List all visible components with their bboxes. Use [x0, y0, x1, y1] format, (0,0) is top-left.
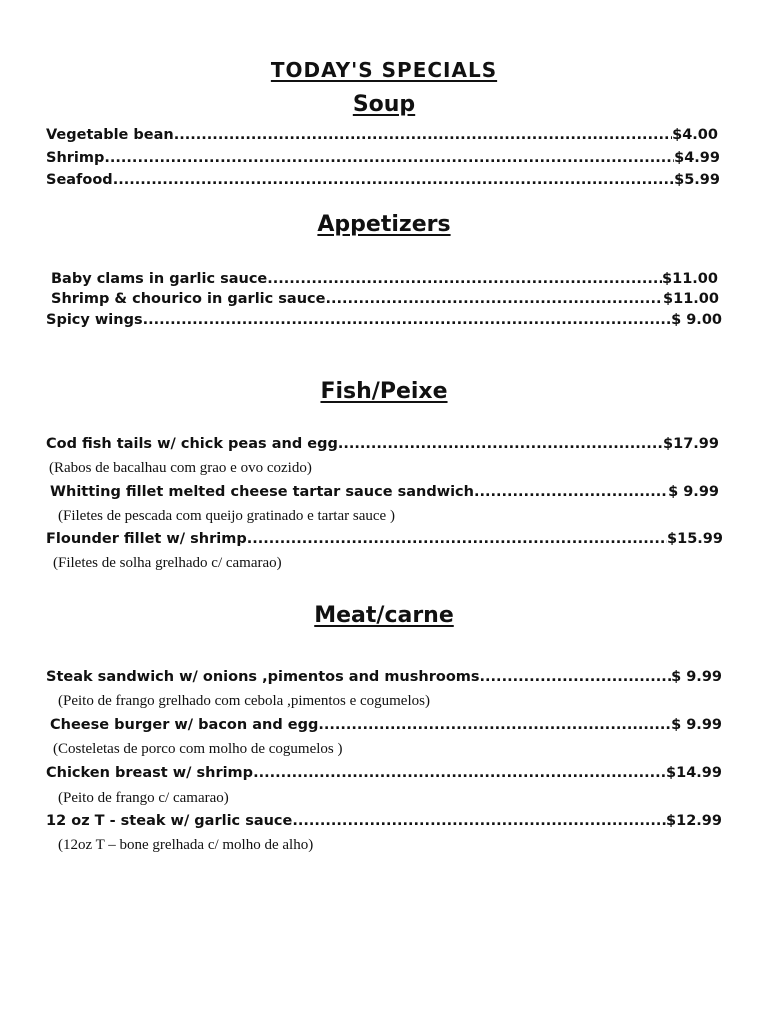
item-price: $ 9.99: [668, 484, 719, 500]
menu-item-chicken-breast: [46, 763, 722, 783]
menu-item-seafood-soup: [46, 170, 720, 190]
leader-dots: [267, 269, 662, 289]
item-name: Flounder fillet w/ shrimp: [46, 531, 247, 547]
item-translation: (Peito de frango c/ camarao): [58, 790, 229, 806]
fish-heading: Fish/Peixe: [320, 379, 448, 404]
menu-item-shrimp-chourico: [51, 289, 719, 309]
leader-dots: [338, 434, 663, 454]
meat-heading: Meat/carne: [314, 603, 454, 628]
item-price: $15.99: [667, 531, 723, 547]
menu-item-baby-clams: [51, 269, 718, 289]
leader-dots: [474, 482, 668, 502]
item-name: Vegetable bean: [46, 127, 174, 143]
item-price: $ 9.99: [671, 717, 722, 733]
menu-item-cheese-burger: [50, 715, 722, 735]
menu-item-spicy-wings: [46, 310, 722, 330]
item-name: Cod fish tails w/ chick peas and egg: [46, 436, 338, 452]
item-name: Cheese burger w/ bacon and egg: [50, 717, 319, 733]
item-price: $4.00: [672, 127, 718, 143]
leader-dots: [292, 811, 666, 831]
item-name: Steak sandwich w/ onions ,pimentos and mushrooms: [46, 669, 480, 685]
item-name: Baby clams in garlic sauce: [51, 271, 268, 287]
leader-dots: [113, 170, 674, 190]
item-price: $5.99: [674, 172, 720, 188]
item-translation: (Filetes de solha grelhado c/ camarao): [53, 555, 282, 571]
soup-heading: Soup: [352, 92, 416, 117]
leader-dots: [174, 125, 672, 145]
leader-dots: [247, 529, 667, 549]
item-price: $11.00: [662, 271, 718, 287]
leader-dots: [318, 715, 671, 735]
item-name: 12 oz T - steak w/ garlic sauce: [46, 813, 293, 829]
item-translation: (12oz T – bone grelhada c/ molho de alho): [58, 837, 314, 853]
menu-item-shrimp-soup: [46, 148, 720, 168]
item-name: Shrimp: [46, 150, 105, 166]
menu-title: TODAY'S SPECIALS: [270, 58, 498, 82]
item-name: Whitting fillet melted cheese tartar sauce sandwich: [50, 484, 474, 500]
leader-dots: [104, 148, 674, 168]
menu-item-vegetable-bean: [46, 125, 718, 145]
item-name: Shrimp & chourico in garlic sauce: [51, 291, 326, 307]
menu-item-cod-fish-tails: [46, 434, 719, 454]
item-price: $11.00: [663, 291, 719, 307]
item-price: $12.99: [666, 813, 722, 829]
menu-item-whitting-fillet: [50, 482, 719, 502]
item-price: $ 9.00: [671, 312, 722, 328]
item-price: $14.99: [666, 765, 722, 781]
item-translation: (Filetes de pescada com queijo gratinado e tartar sauce ): [58, 508, 395, 524]
menu-item-flounder-fillet: [46, 529, 723, 549]
leader-dots: [325, 289, 663, 309]
item-price: $17.99: [663, 436, 719, 452]
appetizers-heading: Appetizers: [317, 212, 451, 237]
menu-item-t-bone-steak: [46, 811, 722, 831]
item-name: Spicy wings: [46, 312, 143, 328]
item-name: Seafood: [46, 172, 113, 188]
item-name: Chicken breast w/ shrimp: [46, 765, 254, 781]
leader-dots: [480, 667, 672, 687]
item-price: $4.99: [674, 150, 720, 166]
leader-dots: [253, 763, 666, 783]
item-price: $ 9.99: [671, 669, 722, 685]
item-translation: (Peito de frango grelhado com cebola ,pimentos e cogumelos): [58, 693, 430, 709]
item-translation: (Costeletas de porco com molho de cogumelos ): [53, 741, 343, 757]
item-translation: (Rabos de bacalhau com grao e ovo cozido): [49, 460, 312, 476]
leader-dots: [143, 310, 671, 330]
menu-item-steak-sandwich: [46, 667, 722, 687]
